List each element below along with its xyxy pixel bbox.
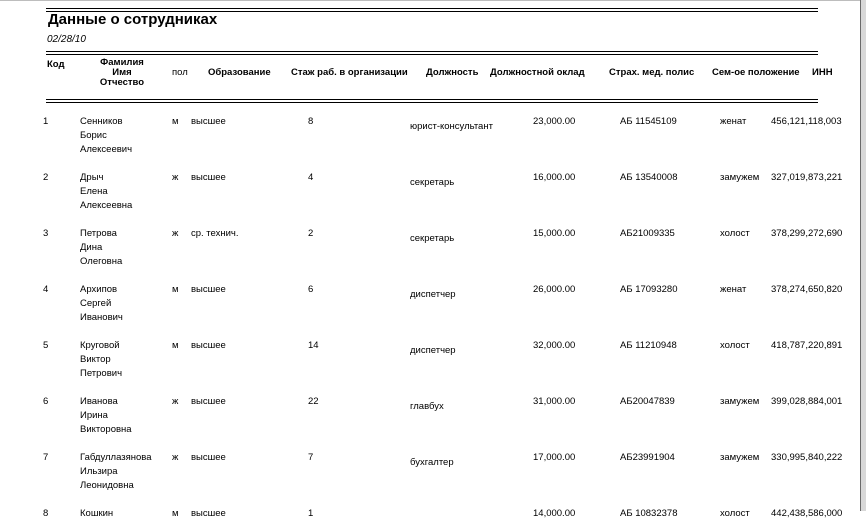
cell-first-name: Сергей [80,298,112,309]
cell-sex: м [172,508,179,519]
header-inn: ИНН [812,67,833,78]
cell-experience: 4 [308,172,314,183]
cell-last-name: Круговой [80,340,120,351]
cell-inn: 399,028,884,001 [771,396,843,407]
cell-code: 6 [43,396,49,407]
cell-marital: замужем [720,452,760,463]
cell-education: высшее [191,284,226,295]
window-top-edge [0,0,860,1]
cell-salary: 31,000.00 [533,396,576,407]
cell-inn: 456,121,118,003 [771,116,842,127]
cell-inn: 418,787,220,891 [771,340,843,351]
cell-middle-name: Петрович [80,368,123,379]
cell-education: высшее [191,508,226,519]
cell-last-name: Кошкин [80,508,114,519]
header-fio-last: Фамилия [100,57,144,68]
cell-marital: женат [720,284,747,295]
cell-position: секретарь [410,177,455,188]
header-code: Код [47,59,65,70]
cell-sex: ж [172,396,179,407]
header-fio-first: Имя [112,67,132,78]
cell-marital: замужем [720,396,760,407]
cell-education: высшее [191,116,226,127]
cell-experience: 14 [308,340,319,351]
cell-marital: холост [720,228,750,239]
cell-last-name: Петрова [80,228,117,239]
cell-code: 1 [43,116,49,127]
cell-education: высшее [191,452,226,463]
cell-middle-name: Алексеевна [80,200,133,211]
cell-insurance: АБ20047839 [620,396,675,407]
cell-experience: 22 [308,396,319,407]
cell-marital: женат [720,116,747,127]
cell-salary: 32,000.00 [533,340,576,351]
cell-last-name: Габдуллазянова [80,452,152,463]
header-sex: пол [172,67,188,78]
cell-middle-name: Леонидовна [80,480,134,491]
cell-sex: ж [172,172,179,183]
cell-insurance: АБ 17093280 [620,284,678,295]
cell-insurance: АБ21009335 [620,228,675,239]
cell-last-name: Иванова [80,396,118,407]
cell-salary: 15,000.00 [533,228,576,239]
cell-code: 2 [43,172,49,183]
cell-last-name: Архипов [80,284,118,295]
cell-marital: холост [720,340,750,351]
header-top-rule [46,51,818,55]
cell-first-name: Ильзира [80,466,118,477]
cell-first-name: Виктор [80,354,111,365]
cell-experience: 8 [308,116,314,127]
vertical-scrollbar[interactable] [860,0,866,511]
cell-salary: 23,000.00 [533,116,576,127]
cell-last-name: Дрыч [80,172,104,183]
cell-insurance: АБ 13540008 [620,172,678,183]
header-fio [94,58,150,88]
cell-sex: ж [172,228,179,239]
cell-salary: 16,000.00 [533,172,576,183]
cell-code: 5 [43,340,49,351]
cell-insurance: АБ 11210948 [620,340,677,351]
cell-middle-name: Иванович [80,312,123,323]
cell-education: высшее [191,172,226,183]
cell-inn: 327,019,873,221 [771,172,843,183]
cell-insurance: АБ 10832378 [620,508,678,519]
cell-middle-name: Викторовна [80,424,132,435]
cell-middle-name: Алексеевич [80,144,133,155]
cell-first-name: Ирина [80,410,108,421]
cell-salary: 26,000.00 [533,284,576,295]
cell-code: 4 [43,284,49,295]
cell-experience: 7 [308,452,314,463]
header-experience: Стаж раб. в организации [291,67,408,78]
cell-inn: 378,274,650,820 [771,284,843,295]
header-bottom-rule [46,99,818,103]
cell-marital: замужем [720,172,760,183]
header-position: Должность [426,67,479,78]
cell-education: высшее [191,340,226,351]
cell-experience: 1 [308,508,314,519]
cell-experience: 2 [308,228,314,239]
cell-code: 8 [43,508,49,519]
cell-insurance: АБ 11545109 [620,116,677,127]
cell-sex: м [172,284,179,295]
header-marital: Сем-ое положение [712,67,800,78]
cell-code: 7 [43,452,49,463]
cell-salary: 17,000.00 [533,452,576,463]
cell-inn: 442,438,586,000 [771,508,843,519]
cell-sex: м [172,116,179,127]
cell-salary: 14,000.00 [533,508,576,519]
cell-position: диспетчер [410,289,456,300]
cell-inn: 330,995,840,222 [771,452,843,463]
cell-insurance: АБ23991904 [620,452,675,463]
cell-experience: 6 [308,284,314,295]
header-salary: Должностной оклад [490,67,585,78]
cell-marital: холост [720,508,750,519]
cell-inn: 378,299,272,690 [771,228,843,239]
report-date: 02/28/10 [47,34,86,45]
header-education: Образование [208,67,271,78]
cell-position: секретарь [410,233,455,244]
header-fio-middle: Отчество [99,77,145,88]
report-title: Данные о сотрудниках [48,11,218,28]
cell-code: 3 [43,228,49,239]
header-insurance: Страх. мед. полис [609,67,695,78]
cell-first-name: Елена [80,186,108,197]
cell-position: главбух [410,401,444,412]
cell-position: диспетчер [410,345,456,356]
cell-last-name: Сенников [80,116,123,127]
cell-position: бухгалтер [410,457,454,468]
cell-sex: м [172,340,179,351]
cell-position: юрист-консультант [410,121,493,132]
cell-first-name: Борис [80,130,107,141]
cell-sex: ж [172,452,179,463]
cell-first-name: Дина [80,242,103,253]
cell-education: ср. технич. [191,228,239,239]
cell-education: высшее [191,396,226,407]
cell-middle-name: Олеговна [80,256,123,267]
